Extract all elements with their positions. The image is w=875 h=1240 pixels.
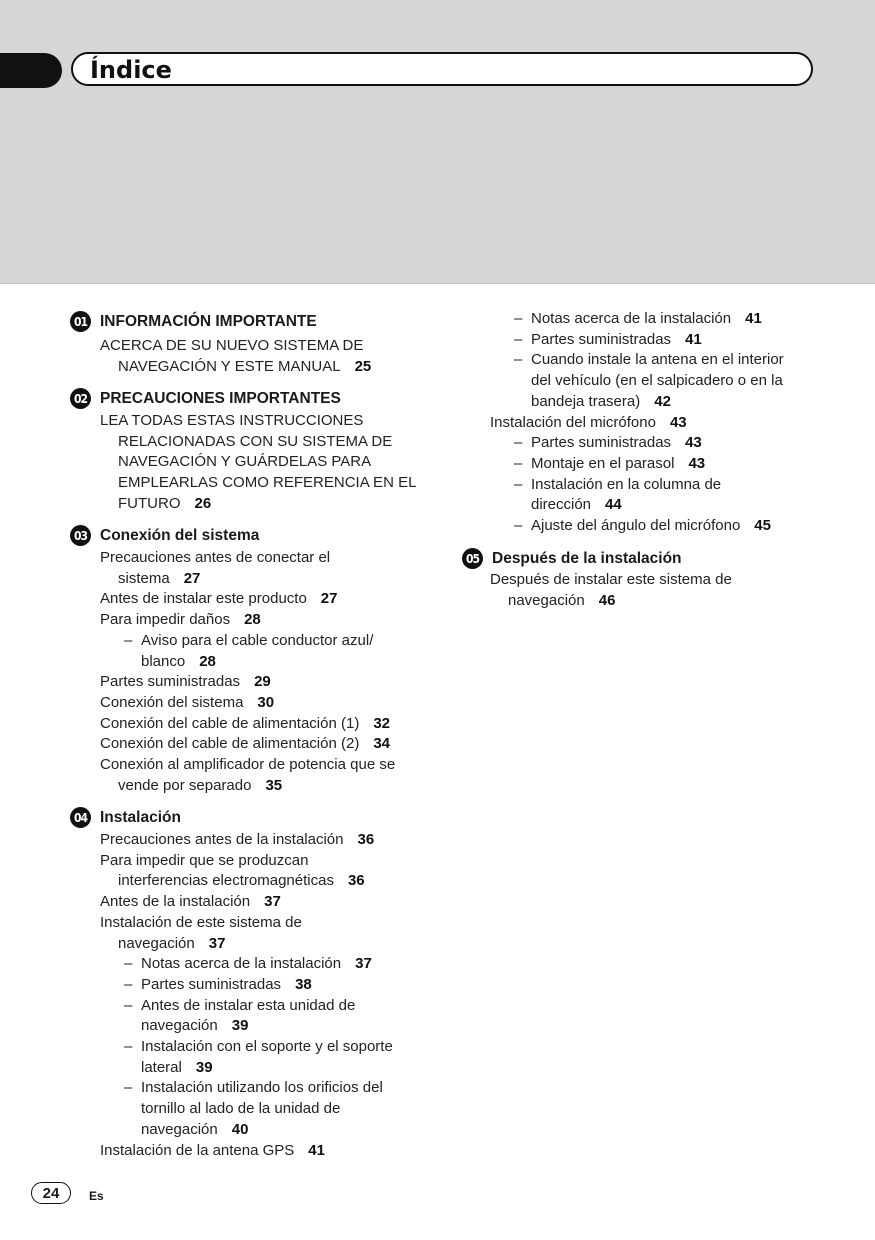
- entry-text: NAVEGACIÓN Y ESTE MANUAL: [118, 357, 341, 375]
- page-ref: 25: [354, 357, 372, 375]
- section-title: Después de la instalación: [492, 549, 682, 567]
- page-ref: 30: [257, 693, 275, 711]
- toc-subentry[interactable]: [531, 454, 705, 474]
- title-pill: [71, 52, 813, 86]
- toc-subentry[interactable]: [141, 1058, 213, 1078]
- page-ref: 40: [231, 1120, 249, 1138]
- entry-text: interferencias electromagnéticas: [118, 872, 334, 890]
- toc-entry[interactable]: [100, 411, 363, 431]
- toc-entry[interactable]: [118, 452, 371, 472]
- section-number-badge: 03: [70, 525, 91, 546]
- page-ref: 36: [347, 872, 365, 890]
- toc-subentry[interactable]: [531, 495, 622, 515]
- toc-entry[interactable]: [100, 913, 302, 933]
- toc-entry[interactable]: [100, 830, 374, 850]
- toc-entry[interactable]: [508, 591, 615, 611]
- toc-entry[interactable]: [100, 336, 363, 356]
- toc-entry[interactable]: [118, 357, 371, 377]
- entry-text: Para impedir daños: [100, 611, 231, 629]
- toc-subentry[interactable]: [531, 392, 671, 412]
- toc-entry[interactable]: [118, 494, 211, 514]
- toc-subentry[interactable]: [531, 350, 784, 370]
- entry-text: Notas acerca de la instalación: [141, 955, 342, 973]
- toc-entry[interactable]: [100, 693, 274, 713]
- toc-subentry[interactable]: [531, 433, 702, 453]
- entry-text: Para impedir que se produzcan: [100, 851, 309, 869]
- toc-subentry[interactable]: [141, 954, 372, 974]
- subentry-dash: –: [514, 310, 523, 327]
- entry-text: Montaje en el parasol: [531, 454, 675, 472]
- toc-entry[interactable]: [100, 734, 390, 754]
- entry-text: Precauciones antes de la instalación: [100, 831, 344, 848]
- section-title: Conexión del sistema: [100, 526, 260, 544]
- page-ref: 35: [265, 776, 283, 794]
- page-ref: 37: [264, 893, 281, 911]
- page-ref: 43: [688, 454, 706, 472]
- entry-text: bandeja trasera): [531, 392, 641, 410]
- section-heading[interactable]: [462, 548, 682, 569]
- toc-subentry[interactable]: [531, 330, 702, 350]
- toc-entry[interactable]: [100, 1141, 325, 1161]
- page-ref: 44: [605, 496, 622, 514]
- toc-entry[interactable]: [100, 892, 281, 912]
- entry-text: sistema: [118, 569, 170, 587]
- subentry-dash: –: [124, 996, 133, 1014]
- entry-text: Instalación del micrófono: [490, 413, 656, 431]
- entry-text: navegación: [118, 934, 195, 952]
- subentry-dash: –: [124, 975, 133, 993]
- toc-entry[interactable]: [118, 473, 416, 493]
- page-ref: 42: [654, 392, 671, 410]
- toc-subentry[interactable]: [141, 996, 355, 1016]
- entry-text: Ajuste del ángulo del micrófono: [531, 517, 741, 534]
- subentry-dash: –: [514, 351, 523, 369]
- entry-text: Notas acerca de la instalación: [531, 310, 732, 327]
- section-number-badge: 02: [70, 388, 91, 409]
- toc-entry[interactable]: [100, 548, 330, 568]
- toc-subentry[interactable]: [531, 475, 721, 495]
- page-ref: 26: [194, 494, 212, 512]
- toc-subentry[interactable]: [141, 1099, 340, 1119]
- subentry-dash: –: [514, 330, 523, 348]
- page-ref: 37: [355, 955, 372, 973]
- page-number: 24: [31, 1182, 71, 1204]
- toc-entry[interactable]: [100, 714, 390, 734]
- subentry-dash: –: [124, 1038, 133, 1055]
- toc-subentry[interactable]: [141, 975, 312, 995]
- entry-text: Conexión del cable de alimentación (1): [100, 714, 360, 732]
- entry-text: RELACIONADAS CON SU SISTEMA DE: [118, 432, 393, 450]
- entry-text: lateral: [141, 1058, 182, 1076]
- section-number-badge: 04: [70, 807, 91, 828]
- toc-subentry[interactable]: [141, 1120, 248, 1140]
- header-band: [0, 0, 875, 284]
- entry-text: navegación: [508, 591, 585, 609]
- entry-text: Partes suministradas: [531, 434, 672, 452]
- toc-entry[interactable]: [118, 432, 392, 452]
- page-ref: 27: [183, 569, 201, 587]
- page-ref: 29: [254, 673, 271, 691]
- subentry-dash: –: [514, 517, 523, 534]
- toc-entry[interactable]: [118, 569, 200, 589]
- page-ref: 43: [685, 434, 702, 452]
- entry-text: Antes de instalar esta unidad de: [141, 996, 356, 1014]
- entry-text: Instalación en la columna de: [531, 475, 722, 493]
- toc-entry[interactable]: [118, 934, 225, 954]
- language-code: Es: [89, 1189, 104, 1203]
- entry-text: Instalación utilizando los orificios del: [141, 1079, 383, 1097]
- chapter-tab: [0, 53, 62, 88]
- page-ref: 39: [231, 1017, 249, 1035]
- entry-text: navegación: [141, 1120, 218, 1138]
- page-ref: 46: [598, 591, 616, 609]
- section-title: PRECAUCIONES IMPORTANTES: [100, 389, 341, 407]
- page-ref: 27: [320, 590, 338, 608]
- toc-subentry[interactable]: [141, 1016, 248, 1036]
- entry-text: blanco: [141, 652, 186, 670]
- toc-subentry[interactable]: [531, 309, 762, 329]
- section-title: Instalación: [100, 808, 181, 826]
- entry-text: Antes de la instalación: [100, 893, 251, 911]
- toc-subentry[interactable]: [141, 652, 216, 672]
- entry-text: ACERCA DE SU NUEVO SISTEMA DE: [100, 337, 364, 354]
- entry-text: Instalación de este sistema de: [100, 913, 302, 931]
- subentry-dash: –: [124, 631, 133, 649]
- page-ref: 41: [745, 310, 762, 327]
- section-title: INFORMACIÓN IMPORTANTE: [100, 312, 317, 330]
- page-ref: 41: [308, 1141, 325, 1159]
- toc-entry[interactable]: [100, 851, 308, 871]
- section-heading[interactable]: [70, 388, 341, 409]
- page-ref: 34: [373, 735, 391, 753]
- entry-text: Conexión del cable de alimentación (2): [100, 735, 360, 753]
- toc-entry[interactable]: [100, 672, 271, 692]
- toc-entry[interactable]: [100, 610, 261, 630]
- entry-text: LEA TODAS ESTAS INSTRUCCIONES: [100, 412, 364, 429]
- entry-text: dirección: [531, 496, 592, 514]
- section-heading[interactable]: [70, 311, 317, 332]
- section-heading[interactable]: [70, 807, 181, 828]
- entry-text: Instalación con el soporte y el soporte: [141, 1038, 393, 1055]
- entry-text: navegación: [141, 1017, 218, 1035]
- toc-subentry[interactable]: [141, 1037, 393, 1057]
- entry-text: Partes suministradas: [531, 330, 672, 348]
- page-ref: 36: [357, 831, 375, 848]
- subentry-dash: –: [124, 955, 133, 973]
- entry-text: Conexión del sistema: [100, 693, 244, 711]
- entry-text: Conexión al amplificador de potencia que se: [100, 756, 396, 773]
- entry-text: del vehículo (en el salpicadero o en la: [531, 372, 783, 390]
- page-ref: 38: [295, 975, 312, 993]
- toc-subentry[interactable]: [531, 516, 771, 536]
- subentry-dash: –: [514, 475, 523, 493]
- toc-subentry[interactable]: [141, 631, 373, 651]
- toc-subentry[interactable]: [531, 371, 783, 391]
- page-title: Índice: [90, 56, 172, 84]
- entry-text: tornillo al lado de la unidad de: [141, 1100, 341, 1118]
- subentry-dash: –: [124, 1079, 133, 1097]
- entry-text: Cuando instale la antena en el interior: [531, 351, 784, 369]
- toc-entry[interactable]: [490, 413, 687, 433]
- section-number-badge: 05: [462, 548, 483, 569]
- entry-text: Partes suministradas: [141, 975, 282, 993]
- toc-subentry[interactable]: [141, 1078, 383, 1098]
- toc-entry[interactable]: [118, 776, 282, 796]
- subentry-dash: –: [514, 454, 523, 472]
- section-heading[interactable]: [70, 525, 259, 546]
- page-ref: 37: [208, 934, 226, 952]
- entry-text: Después de instalar este sistema de: [490, 571, 732, 588]
- page-ref: 28: [199, 652, 216, 670]
- entry-text: FUTURO: [118, 494, 181, 512]
- page-ref: 28: [244, 611, 261, 629]
- subentry-dash: –: [514, 434, 523, 452]
- entry-text: EMPLEARLAS COMO REFERENCIA EN EL: [118, 474, 417, 492]
- page-ref: 45: [754, 517, 771, 534]
- entry-text: Precauciones antes de conectar el: [100, 549, 331, 566]
- page-ref: 41: [685, 330, 702, 348]
- entry-text: Aviso para el cable conductor azul/: [141, 631, 374, 649]
- entry-text: Antes de instalar este producto: [100, 590, 307, 608]
- entry-text: Instalación de la antena GPS: [100, 1141, 295, 1159]
- toc-entry[interactable]: [490, 570, 732, 590]
- page-ref: 32: [373, 714, 391, 732]
- toc-entry[interactable]: [100, 755, 395, 775]
- page-ref: 39: [195, 1058, 213, 1076]
- entry-text: NAVEGACIÓN Y GUÁRDELAS PARA: [118, 453, 372, 471]
- entry-text: Partes suministradas: [100, 673, 241, 691]
- page-ref: 43: [669, 413, 687, 431]
- entry-text: vende por separado: [118, 776, 252, 794]
- toc-entry[interactable]: [100, 589, 337, 609]
- toc-entry[interactable]: [118, 871, 365, 891]
- section-number-badge: 01: [70, 311, 91, 332]
